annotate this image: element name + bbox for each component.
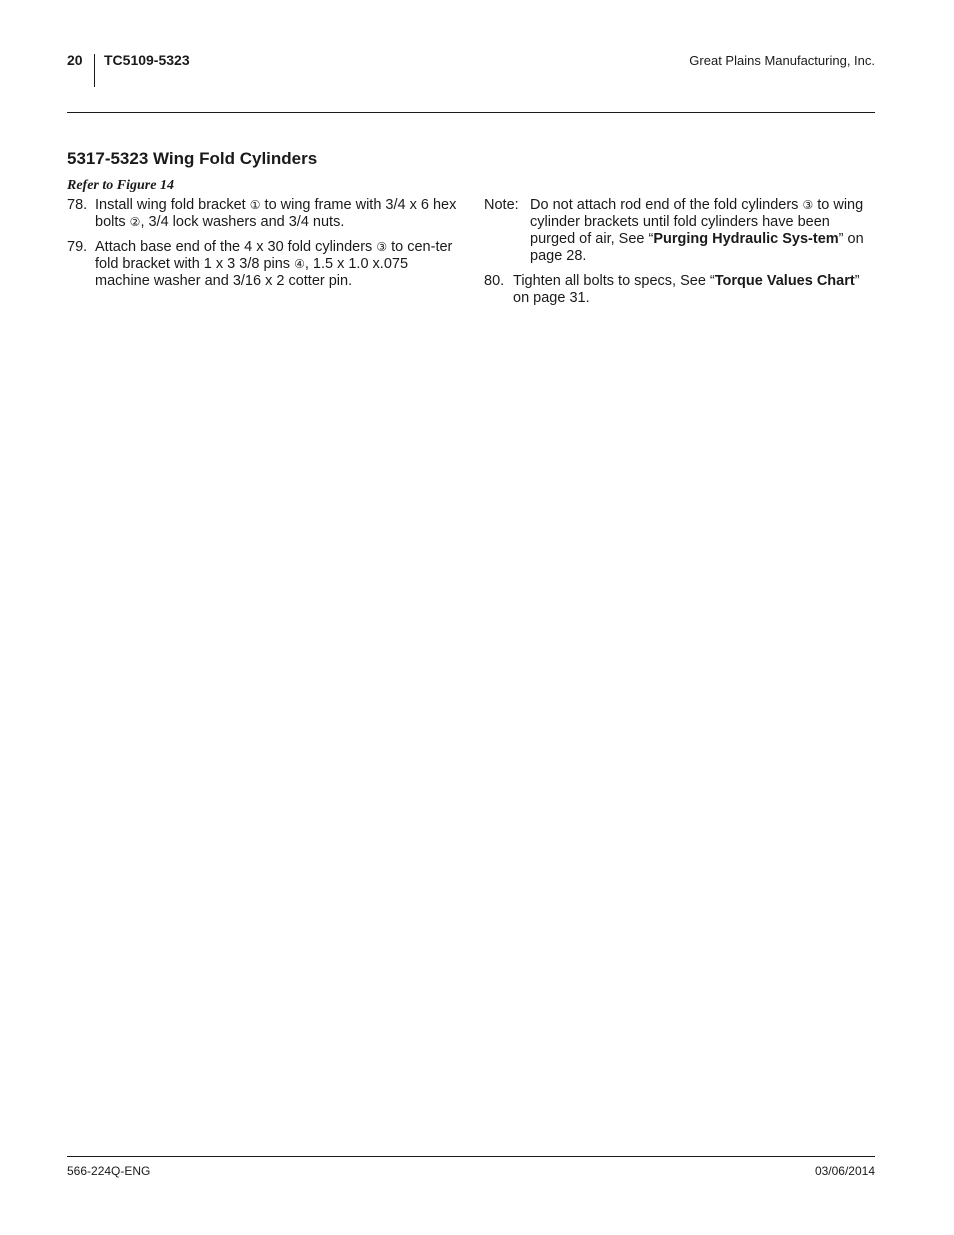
callout-4-icon: ④ — [294, 257, 305, 271]
callout-3-icon: ③ — [802, 198, 814, 212]
page-number: 20 — [67, 52, 83, 68]
step-text-part: Install wing fold bracket — [95, 197, 250, 213]
step-text — [95, 197, 462, 231]
step-text-part: , 1.5 x 1.0 x.075 machine washer and 3/16 x 2 cotter pin. — [95, 256, 409, 289]
cross-reference: Torque Values Chart — [714, 273, 855, 289]
note-text-part: to wing cylinder brackets until fold cylinders have been purged of air, See “ — [530, 197, 864, 247]
step-78 — [67, 197, 462, 231]
step-text-part: ” on page 31. — [513, 273, 860, 306]
company-name: Great Plains Manufacturing, Inc. — [689, 53, 875, 68]
callout-1-icon: ① — [249, 198, 261, 212]
step-80 — [484, 273, 876, 307]
cross-reference: Purging Hydraulic Sys-tem — [653, 231, 839, 247]
step-text-part: , 3/4 lock washers and 3/4 nuts. — [140, 214, 345, 230]
footer-rule — [67, 1156, 875, 1157]
callout-3-icon: ③ — [376, 240, 388, 254]
note-text — [530, 197, 876, 265]
header-rule — [67, 112, 875, 113]
left-column — [67, 197, 462, 298]
note — [484, 197, 876, 265]
note-label: Note: — [484, 197, 519, 213]
section-title: 5317-5323 Wing Fold Cylinders — [67, 149, 318, 168]
note-text-part: ” on page 28. — [530, 231, 864, 264]
model-number: TC5109-5323 — [104, 52, 190, 68]
step-text — [95, 239, 462, 290]
step-text-part: to wing frame with 3/4 x 6 hex bolts — [95, 197, 457, 230]
note-text-part: Do not attach rod end of the fold cylinders — [530, 197, 803, 213]
step-number: 78. — [67, 197, 88, 213]
step-79 — [67, 239, 462, 290]
right-column — [484, 197, 876, 315]
callout-2-icon: ② — [129, 215, 141, 229]
header-divider — [94, 54, 95, 87]
step-text-part: Tighten all bolts to specs, See “ — [513, 273, 715, 289]
document-number: 566-224Q-ENG — [67, 1164, 151, 1178]
step-number: 79. — [67, 239, 88, 255]
document-date: 03/06/2014 — [814, 1164, 875, 1178]
step-text-part: Attach base end of the 4 x 30 fold cylinders — [95, 239, 377, 255]
step-text — [513, 273, 876, 307]
figure-reference: Refer to Figure 14 — [67, 178, 174, 193]
step-text-part: to cen-ter fold bracket with 1 x 3 3/8 pins — [95, 239, 453, 272]
step-number: 80. — [484, 273, 505, 289]
